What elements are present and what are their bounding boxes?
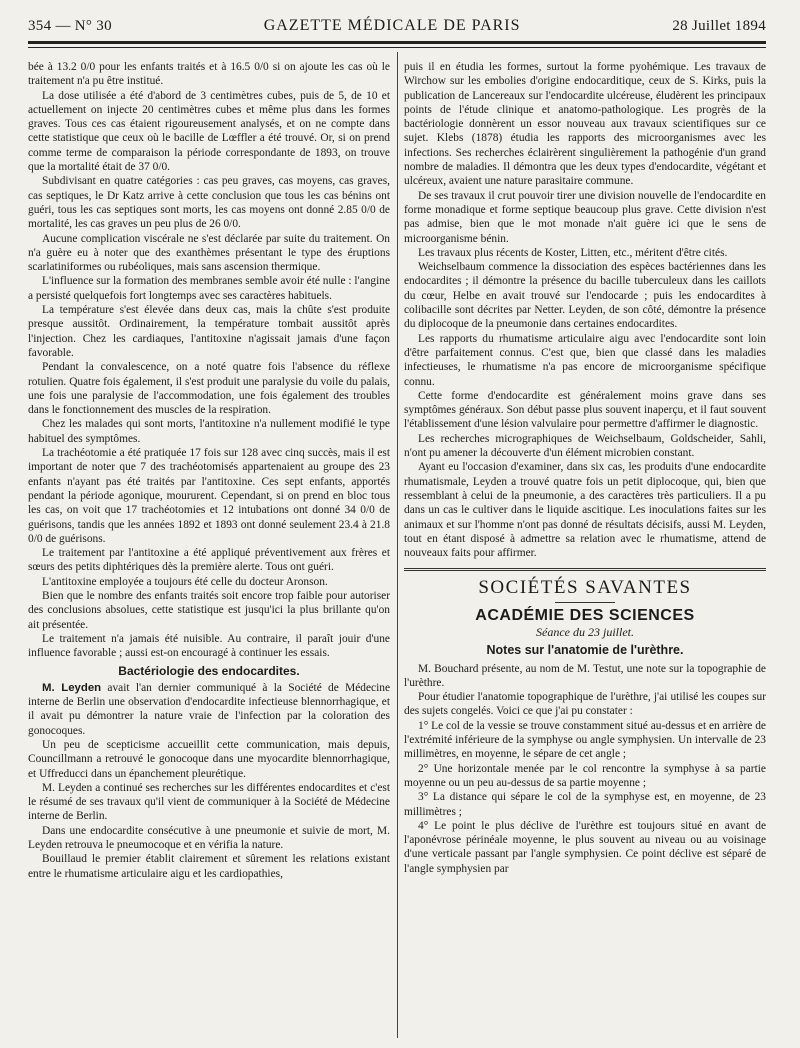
paragraph-text: avait l'an dernier communiqué à la Société de Médecine interne de Berlin une observation d'endocardite infectieuse blennorrhagique, et il avait pu démontrer la nature vraie de l'infection par la coloration des gonocoques. [28,681,390,737]
paragraph: Ayant eu l'occasion d'examiner, dans six cas, les produits d'une endocardite rhumatismale, Leyden a trouvé quatre fois un petit diplocoque, qui, bien que ressemblant à celui de la pneumonie, a des caractères très particuliers. Il a pu dans un cas le cultiver dans le liquide ascitique. Les inoculations faites sur les animaux et sur l'homme n'ont pas donné de résultats décisifs, aussi M. Leyden, tout en étant disposé à admettre sa relation avec le rhumatisme, attend de nouveaux faits pour affirmer. [404,461,766,560]
seance-date: Séance du 23 juillet. [536,624,634,639]
paragraph: Pendant la convalescence, on a noté quatre fois l'absence du réflexe rotulien. Quatre fois également, il s'est produit une paralysie du voile du palais, une fois une paralysie de l'accommodation, une fois également des troubles dans le fonctionnement des muscles de la respiration. [28,361,390,417]
paragraph: Les recherches micrographiques de Weichselbaum, Goldscheider, Sahli, n'ont pu amener la découverte d'un élément microbien constant. [404,432,766,460]
paragraph: Les rapports du rhumatisme articulaire aigu avec l'endocardite sont loin d'être parfaitement connus. C'est que, bien que classé dans les maladies infectieuses, le rhumatisme n'a pas encore de microorganisme spécifique connu. [404,332,766,388]
paragraph: 2° Une horizontale menée par le col rencontre la symphyse à sa partie moyenne ou un peu au-dessus de sa partie moyenne ; [404,762,766,789]
paragraph: 3° La distance qui sépare le col de la symphyse est, en moyenne, de 23 millimètres ; [404,791,766,818]
notes-title: Notes sur l'anatomie de l'urèthre. [486,643,684,658]
societes-title: SOCIÉTÉS SAVANTES [478,577,692,599]
academie-title: ACADÉMIE DES SCIENCES [475,606,695,624]
paragraph: Aucune complication viscérale ne s'est déclarée par suite du traitement. On n'a guère eu à noter que des exanthèmes présentant le type des éruptions scarlatiniformes ou rubéoliques, mais sans ascension thermique. [28,232,390,274]
issue-date: 28 Juillet 1894 [672,17,766,34]
header-rule-thin [28,47,766,48]
paragraph: Subdivisant en quatre catégories : cas peu graves, cas moyens, cas graves, cas septiques, le Dr Katz arrive à cette conclusion que tous les cas bénins ont guéri, tous les cas septiques sont morts, les cas moyens ont donné 2.85 0/0 de mortalité, les cas graves un peu plus de 26 0/0. [28,175,390,231]
paragraph: Bien que le nombre des enfants traités soit encore trop faible pour autoriser des conclusions absolues, cette statistique est jusqu'ici la plus brillante qu'on ait présentée. [28,589,390,631]
paragraph: Dans une endocardite consécutive à une pneumonie et suivie de mort, M. Leyden retrouva le pneumocoque et en vérifia la nature. [28,824,390,852]
paragraph: Bouillaud le premier établit clairement et sûrement les relations existant entre le rhumatisme articulaire aigu et les cardiopathies, [28,853,390,880]
paragraph: La trachéotomie a été pratiquée 17 fois sur 128 avec cinq succès, mais il est important de noter que 7 des trachéotomisés appartenaient au groupe des 23 enfants n'ayant pas été traités par l'antitoxine. Ces sept enfants, apportés pendant la période agonique, moururent. Cependant, si on prend en bloc tous les cas, on voit que 17 trachéotomies et 12 intubations ont donné 34 0/0 de guérisons, tandis que les années 1892 et 1893 ont donné seulement 23.4 à 21.8 0/0 de guérisons. [28,447,390,545]
author-name: M. Leyden [42,681,102,694]
paragraph: Le traitement par l'antitoxine a été appliqué préventivement aux frères et sœurs des petits diphtériques dès la première alerte. Tous ont guéri. [28,547,390,574]
paragraph: M. Leyden a continué ses recherches sur les différentes endocardites et c'est le résumé de ses travaux qu'il vient de communiquer à la Société de Médecine interne de Berlin. [28,781,390,823]
journal-title: GAZETTE MÉDICALE DE PARIS [263,17,521,34]
paragraph: De ses travaux il crut pouvoir tirer une division nouvelle de l'endocardite en forme monadique et forme septique beaucoup plus grave. Cette division n'est pas admise, bien que le mot monade n'ait guère ici que le sens de microorganisme bénin. [404,189,766,245]
section-separator [404,568,766,571]
paragraph: bée à 13.2 0/0 pour les enfants traités et à 16.5 0/0 si on ajoute les cas où le traitement n'a pu être institué. [28,61,390,88]
paragraph: Cette forme d'endocardite est généralement moins grave dans ses symptômes généraux. Son début passe plus souvent inaperçu, et il faut souvent l'établissement d'une lésion valvulaire pour permettre d'affirmer le diagnostic. [404,389,766,431]
right-column [404,60,766,1042]
paragraph: Weichselbaum commence la dissociation des espèces bactériennes dans les endocardites ; il démontre la présence du bacille tuberculeux dans les caillots du cœur, Helbe en avait trouvé sur l'endocarde ; puis les endocardites à colibacille sont décrites par Netter. Leyden, de son côté, démontre la présence du diplocoque de la pneumonie dans certaines endocardites. [404,261,766,331]
left-column [28,60,390,1042]
paragraph: Chez les malades qui sont morts, l'antitoxine n'a nullement modifié le type habituel des symptômes. [28,418,390,445]
paragraph: Pour étudier l'anatomie topographique de l'urèthre, j'ai utilisé les coupes sur des sujets congelés. Voici ce que j'ai pu constater : [404,691,766,718]
page-header [28,14,766,38]
paragraph: L'influence sur la formation des membranes semble avoir été nulle : l'angine a persisté quelquefois fort longtemps avec ses caractères habituels. [28,275,390,302]
paragraph: La dose utilisée a été d'abord de 3 centimètres cubes, puis de 5, de 10 et actuellement on injecte 20 centimètres cubes et même plus dans les formes graves. Tous ces cas étaient rigoureusement analysés, et on ne compte dans cette statistique que ceux où le bacille de Lœffler a été trouvé. Or, si on prend comme terme de comparaison la période correspondante de 1893, on trouve que la mortalité était de 37 0/0. [28,89,390,174]
paragraph: 4° Le point le plus déclive de l'urèthre est toujours situé en avant de l'aponévrose périnéale moyenne, le plus souvent au niveau ou au voisinage d'une verticale passant par l'angle symphysien. Ce point déclive est séparé de l'angle symphysien par [404,819,766,875]
paragraph: La température s'est élevée dans deux cas, mais la chûte s'est produite presque aussitôt. Ordinairement, la température tombait aussitôt après l'injection. Chez les cardiaques, l'antitoxine n'agissait jamais d'une façon favorable. [28,304,390,359]
paragraph: Le traitement n'a jamais été nuisible. Au contraire, il paraît jouir d'une influence favorable ; aussi est-on encouragé à continuer les essais. [28,632,390,660]
paragraph [28,681,390,738]
paragraph: L'antitoxine employée a toujours été celle du docteur Aronson. [42,575,328,588]
page-number: 354 — N° 30 [28,17,112,34]
section-title: Bactériologie des endocardites. [118,664,300,679]
paragraph: Les travaux plus récents de Koster, Litten, etc., méritent d'être cités. [418,246,728,259]
paragraph: Un peu de scepticisme accueillit cette communication, mais depuis, Councillmann a retrouvé le gonocoque dans une myocardite blennorrhagique, et Uffreducci dans un épanchement pleurétique. [28,738,390,780]
column-divider [397,52,398,1038]
paragraph: M. Bouchard présente, au nom de M. Testut, une note sur la topographie de l'urèthre. [404,662,766,689]
paragraph: 1° Le col de la vessie se trouve constamment situé au-dessus et en arrière de l'extrémité inférieure de la symphyse ou angle symphysien. Un intervalle de 23 millimètres, en moyenne, le sépare de cet angle ; [404,719,766,761]
paragraph: puis il en étudia les formes, surtout la forme pyohémique. Les travaux de Wirchow sur les embolies d'origine endocarditique, ceux de S. Kirks, puis la publication de Lancereaux sur l'endocardite ulcéreuse, éludèrent les principaux points de l'étude clinique et anatomo-pathologique. Les progrès de la bactériologie donnèrent un essor nouveau aux travaux scientifiques sur ce sujet. Klebs (1878) étudia les rapports des microorganismes avec les infections. Ses recherches éclairèrent singulièrement la pathogénie d'un grand nombre de maladies. Il démontra que les deux types d'endocardite, végétant et ulcéreux, avaient une nature parasitaire commune. [404,61,766,188]
title-rule [555,602,615,603]
header-rule-thick [28,41,766,44]
